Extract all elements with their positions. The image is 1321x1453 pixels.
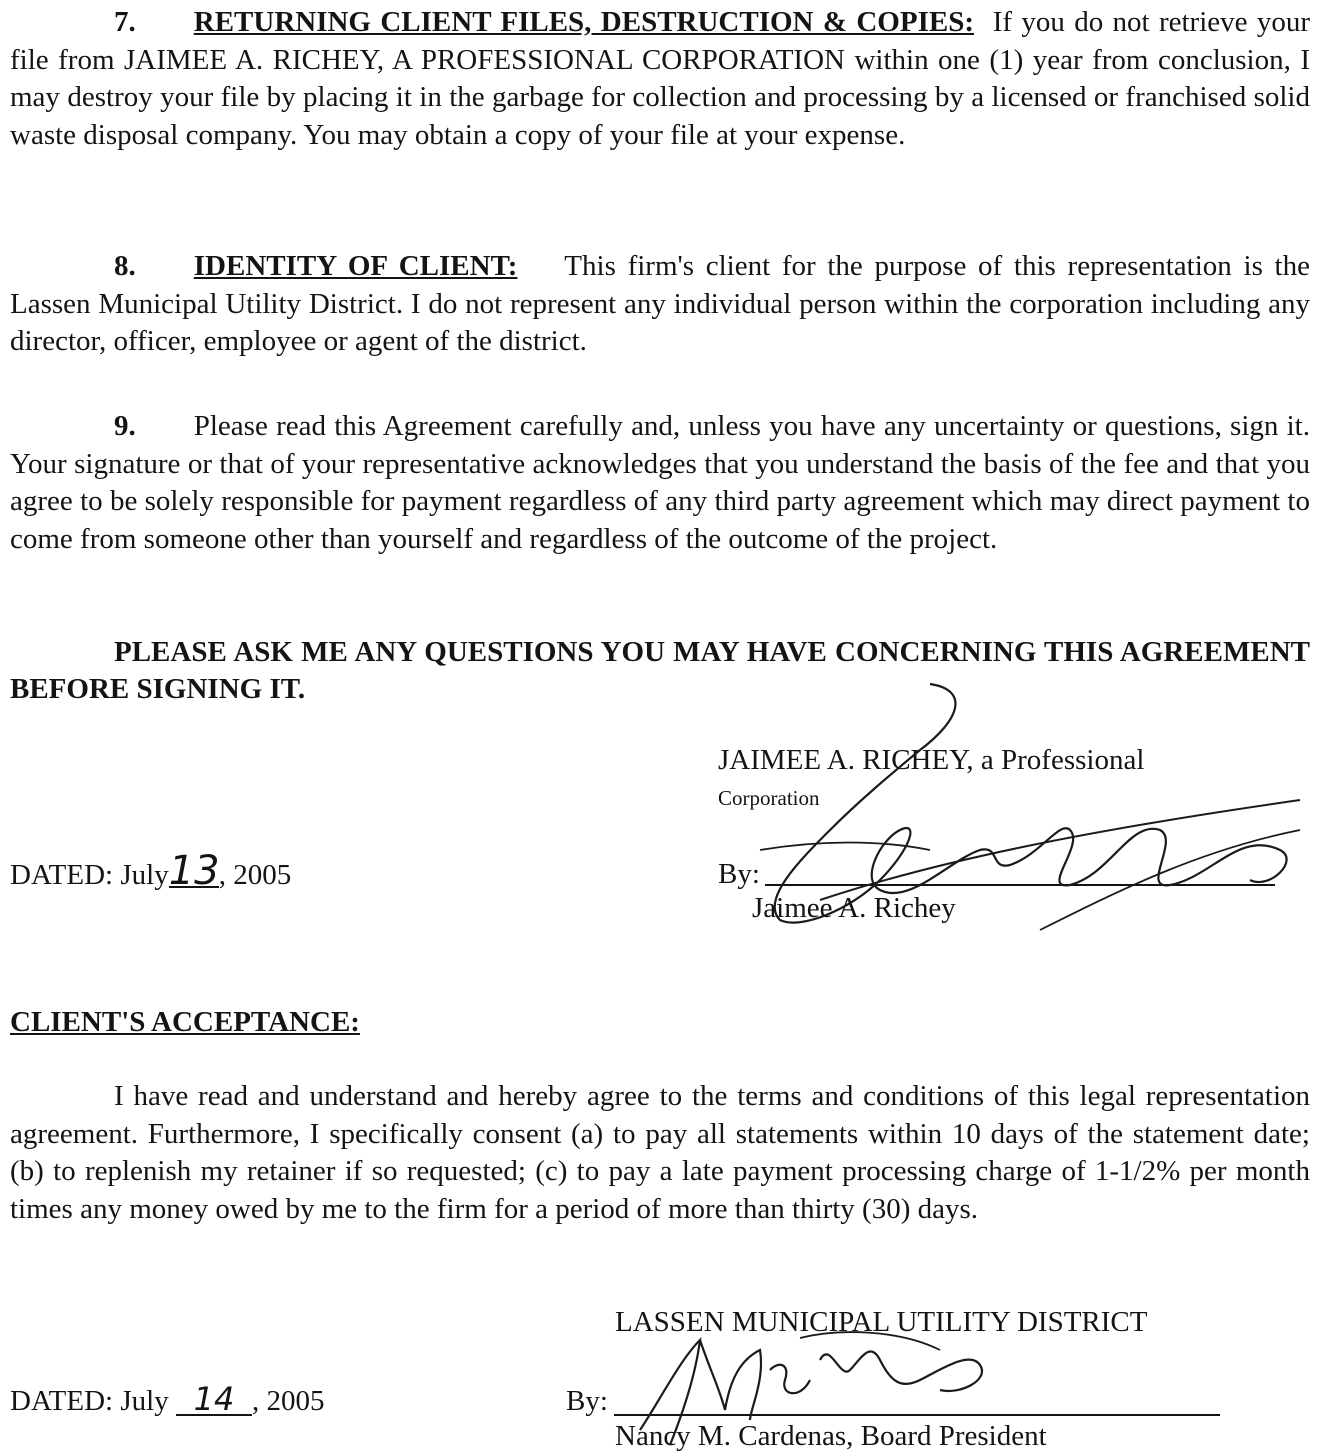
section-8-heading: IDENTITY OF CLIENT:	[193, 250, 518, 282]
section-8-text: This firm's client for the purpose of this representation is the Lassen Municipal Utility District. I do not represent any individual person within the corporation including any director, officer, employee or agent of the district.	[10, 250, 1310, 357]
section-7-number: 7.	[114, 6, 136, 38]
attorney-dated	[10, 848, 292, 894]
client-dated-day: 14	[176, 1384, 252, 1416]
client-by-label: By:	[566, 1385, 608, 1417]
attorney-dated-day: 13	[168, 848, 220, 894]
section-9	[10, 408, 1310, 558]
signing-notice: PLEASE ASK ME ANY QUESTIONS YOU MAY HAVE CONCERNING THIS AGREEMENT BEFORE SIGNING IT.	[10, 636, 1310, 705]
section-8-number: 8.	[114, 250, 136, 282]
attorney-signature	[740, 680, 1320, 940]
attorney-dated-prefix: DATED: July	[10, 859, 169, 891]
attorney-signer-name: Jaimee A. Richey	[752, 892, 956, 924]
attorney-firm-line2: Corporation	[718, 786, 820, 810]
client-dated-prefix: DATED: July	[10, 1385, 169, 1417]
section-9-text: Please read this Agreement carefully and, unless you have any uncertainty or questions, sign it. Your signature or that of your representative acknowledges that you understand the basis of the fee and that you agree to be solely responsible for payment regardless of any third party agreement which may direct payment to come from someone other than yourself and regardless of the outcome of the project.	[10, 410, 1310, 555]
attorney-by-label: By:	[718, 858, 760, 890]
section-7-heading: RETURNING CLIENT FILES, DESTRUCTION & COPIES:	[193, 6, 974, 38]
client-org-name: LASSEN MUNICIPAL UTILITY DISTRICT	[615, 1306, 1148, 1338]
attorney-firm-line1: JAIMEE A. RICHEY, a Professional	[718, 744, 1145, 776]
client-signer-name: Nancy M. Cardenas, Board President	[615, 1420, 1047, 1452]
acceptance-heading: CLIENT'S ACCEPTANCE:	[10, 1006, 360, 1038]
section-7-text: If you do not retrieve your file from JAIMEE A. RICHEY, A PROFESSIONAL CORPORATION within one (1) year from conclusion, I may destroy your file by placing it in the garbage for collection and processing by a licensed or franchised solid waste disposal company. You may obtain a copy of your file at your expense.	[10, 6, 1311, 151]
client-signature	[600, 1320, 1020, 1450]
section-8	[10, 248, 1310, 361]
client-dated	[10, 1380, 325, 1418]
section-7	[10, 4, 1310, 154]
section-9-number: 9.	[114, 410, 136, 442]
client-dated-suffix: , 2005	[251, 1385, 325, 1417]
attorney-dated-suffix: , 2005	[218, 859, 292, 891]
acceptance-text: I have read and understand and hereby agree to the terms and conditions of this legal representation agreement. Furthermore, I specifically consent (a) to pay all statements within 10 days of the statement date; (b) to replenish my retainer if so requested; (c) to pay a late payment processing charge of 1-1/2% per month times any money owed by me to the firm for a period of more than thirty (30) days.	[10, 1080, 1310, 1225]
